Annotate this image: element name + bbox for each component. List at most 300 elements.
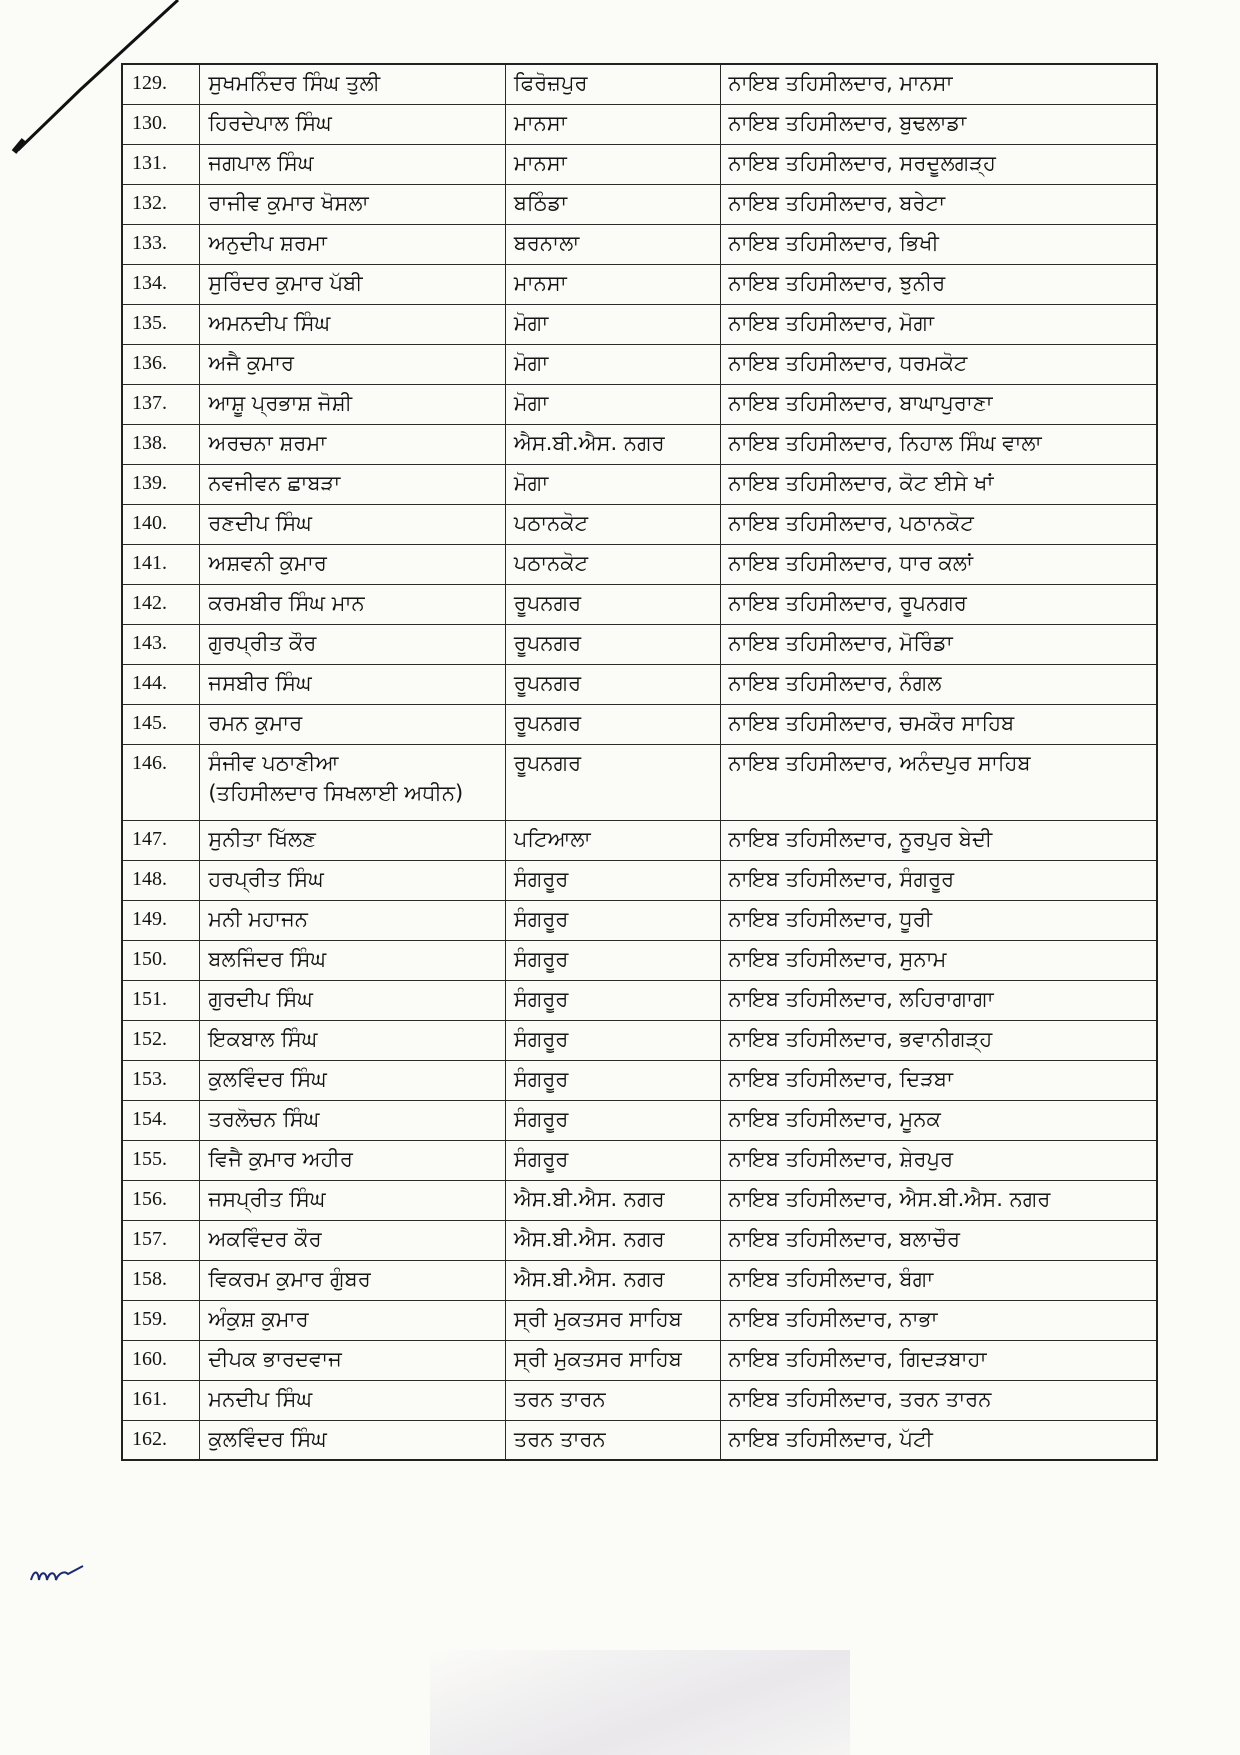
- officer-name-cell: [200, 464, 505, 504]
- serial-number-cell: [122, 1060, 200, 1100]
- posting-cell: [720, 304, 1157, 344]
- officer-name: ਵਿਕਰਮ ਕੁਮਾਰ ਗੁੰਬਰ: [208, 1266, 371, 1291]
- serial-number: 138.: [132, 431, 167, 454]
- district-cell: [505, 704, 720, 744]
- serial-number-cell: [122, 1220, 200, 1260]
- posting-name: ਨਾਇਬ ਤਹਿਸੀਲਦਾਰ, ਬੰਗਾ: [728, 1266, 934, 1291]
- district-cell: [505, 1220, 720, 1260]
- serial-number: 149.: [132, 907, 167, 930]
- district-name: ਰੂਪਨਗਰ: [513, 590, 582, 615]
- serial-number-cell: [122, 1260, 200, 1300]
- posting-cell: [720, 264, 1157, 304]
- serial-number: 160.: [132, 1347, 167, 1370]
- transfer-listing-table: [121, 63, 1158, 1461]
- officer-name-cell: [200, 1260, 505, 1300]
- officer-name: ਹਿਰਦੇਪਾਲ ਸਿੰਘ: [208, 110, 332, 135]
- serial-number: 150.: [132, 947, 167, 970]
- officer-name-cell: [200, 424, 505, 464]
- posting-name: ਨਾਇਬ ਤਹਿਸੀਲਦਾਰ, ਅਨੰਦਪੁਰ ਸਾਹਿਬ: [728, 750, 1031, 775]
- officer-name-cell: [200, 344, 505, 384]
- district-name: ਪਠਾਨਕੋਟ: [513, 550, 589, 575]
- posting-cell: [720, 820, 1157, 860]
- table-row: [122, 104, 1157, 144]
- posting-name: ਨਾਇਬ ਤਹਿਸੀਲਦਾਰ, ਦਿੜਬਾ: [728, 1066, 954, 1091]
- district-name: ਸੰਗਰੂਰ: [513, 986, 569, 1011]
- district-cell: [505, 1100, 720, 1140]
- posting-name: ਨਾਇਬ ਤਹਿਸੀਲਦਾਰ, ਧੂਰੀ: [728, 906, 933, 931]
- serial-number: 144.: [132, 671, 167, 694]
- serial-number: 137.: [132, 391, 167, 414]
- posting-name: ਨਾਇਬ ਤਹਿਸੀਲਦਾਰ, ਲਹਿਰਾਗਾਗਾ: [728, 986, 994, 1011]
- district-cell: [505, 64, 720, 104]
- district-cell: [505, 1060, 720, 1100]
- district-cell: [505, 664, 720, 704]
- table-row: [122, 504, 1157, 544]
- serial-number-cell: [122, 980, 200, 1020]
- officer-name: ਬਲਜਿੰਦਰ ਸਿੰਘ: [208, 946, 327, 971]
- posting-name: ਨਾਇਬ ਤਹਿਸੀਲਦਾਰ, ਭਿਖੀ: [728, 230, 939, 255]
- serial-number: 148.: [132, 867, 167, 890]
- posting-cell: [720, 424, 1157, 464]
- officer-name: ਸੁਖਮਨਿੰਦਰ ਸਿੰਘ ਤੁਲੀ: [208, 71, 381, 95]
- officer-name: ਜਸਬੀਰ ਸਿੰਘ: [208, 670, 312, 695]
- serial-number-cell: [122, 144, 200, 184]
- serial-number-cell: [122, 184, 200, 224]
- officer-name: ਜਗਪਾਲ ਸਿੰਘ: [208, 150, 314, 175]
- district-name: ਫਿਰੋਜ਼ਪੁਰ: [513, 71, 588, 95]
- posting-cell: [720, 64, 1157, 104]
- district-cell: [505, 1020, 720, 1060]
- serial-number: 134.: [132, 271, 167, 294]
- district-cell: [505, 1380, 720, 1420]
- district-name: ਐਸ.ਬੀ.ਐਸ. ਨਗਰ: [513, 1186, 665, 1211]
- district-name: ਬਠਿੰਡਾ: [513, 190, 568, 215]
- district-cell: [505, 980, 720, 1020]
- serial-number: 142.: [132, 591, 167, 614]
- table-row: [122, 1220, 1157, 1260]
- district-cell: [505, 104, 720, 144]
- district-cell: [505, 1140, 720, 1180]
- serial-number-cell: [122, 744, 200, 820]
- serial-number-cell: [122, 344, 200, 384]
- posting-cell: [720, 344, 1157, 384]
- officer-name: ਸੁਰਿੰਦਰ ਕੁਮਾਰ ਪੱਬੀ: [208, 270, 363, 295]
- table-row: [122, 1380, 1157, 1420]
- table-row: [122, 1140, 1157, 1180]
- serial-number-cell: [122, 264, 200, 304]
- posting-cell: [720, 940, 1157, 980]
- table-row: [122, 144, 1157, 184]
- officer-name: ਅਕਵਿੰਦਰ ਕੌਰ: [208, 1226, 322, 1251]
- table-row: [122, 584, 1157, 624]
- table-row: [122, 980, 1157, 1020]
- posting-name: ਨਾਇਬ ਤਹਿਸੀਲਦਾਰ, ਕੋਟ ਈਸੇ ਖਾਂ: [728, 470, 994, 495]
- officer-name: ਸੁਨੀਤਾ ਖਿੱਲਣ: [208, 826, 316, 851]
- serial-number: 141.: [132, 551, 167, 574]
- serial-number: 131.: [132, 151, 167, 174]
- serial-number: 154.: [132, 1107, 167, 1130]
- serial-number-cell: [122, 464, 200, 504]
- posting-cell: [720, 664, 1157, 704]
- table-row: [122, 744, 1157, 820]
- posting-name: ਨਾਇਬ ਤਹਿਸੀਲਦਾਰ, ਬਲਾਚੌਰ: [728, 1226, 961, 1251]
- posting-name: ਨਾਇਬ ਤਹਿਸੀਲਦਾਰ, ਨਾਭਾ: [728, 1306, 938, 1331]
- officer-name-cell: [200, 144, 505, 184]
- posting-cell: [720, 1020, 1157, 1060]
- district-cell: [505, 1180, 720, 1220]
- serial-number-cell: [122, 860, 200, 900]
- officer-name-cell: [200, 1180, 505, 1220]
- district-name: ਰੂਪਨਗਰ: [513, 750, 582, 775]
- officer-name: ਸੰਜੀਵ ਪਠਾਣੀਆ: [208, 750, 339, 775]
- table-row: [122, 1260, 1157, 1300]
- posting-name: ਨਾਇਬ ਤਹਿਸੀਲਦਾਰ, ਚਮਕੌਰ ਸਾਹਿਬ: [728, 710, 1015, 735]
- district-name: ਤਰਨ ਤਾਰਨ: [513, 1426, 606, 1451]
- posting-cell: [720, 624, 1157, 664]
- district-cell: [505, 344, 720, 384]
- district-cell: [505, 1260, 720, 1300]
- serial-number-cell: [122, 544, 200, 584]
- posting-cell: [720, 584, 1157, 624]
- officer-name-cell: [200, 1300, 505, 1340]
- officer-name-cell: [200, 744, 505, 820]
- officer-name: ਅਮਨਦੀਪ ਸਿੰਘ: [208, 310, 331, 335]
- district-name: ਸੰਗਰੂਰ: [513, 1066, 569, 1091]
- officer-name-cell: [200, 1380, 505, 1420]
- serial-number-cell: [122, 104, 200, 144]
- district-name: ਤਰਨ ਤਾਰਨ: [513, 1386, 606, 1411]
- serial-number-cell: [122, 940, 200, 980]
- serial-number-cell: [122, 1380, 200, 1420]
- posting-cell: [720, 980, 1157, 1020]
- serial-number-cell: [122, 1140, 200, 1180]
- serial-number-cell: [122, 224, 200, 264]
- serial-number-cell: [122, 1340, 200, 1380]
- table-row: [122, 860, 1157, 900]
- serial-number: 143.: [132, 631, 167, 654]
- serial-number: 145.: [132, 711, 167, 734]
- officer-name-cell: [200, 384, 505, 424]
- district-cell: [505, 184, 720, 224]
- officer-name: ਅਰਚਨਾ ਸ਼ਰਮਾ: [208, 430, 327, 455]
- table-row: [122, 1020, 1157, 1060]
- posting-cell: [720, 704, 1157, 744]
- officer-name: ਕੁਲਵਿੰਦਰ ਸਿੰਘ: [208, 1066, 327, 1091]
- posting-name: ਨਾਇਬ ਤਹਿਸੀਲਦਾਰ, ਮੂਨਕ: [728, 1106, 941, 1131]
- posting-cell: [720, 224, 1157, 264]
- serial-number: 157.: [132, 1227, 167, 1250]
- serial-number: 153.: [132, 1067, 167, 1090]
- serial-number-cell: [122, 900, 200, 940]
- district-cell: [505, 464, 720, 504]
- officer-name: ਰਮਨ ਕੁਮਾਰ: [208, 710, 303, 735]
- posting-name: ਨਾਇਬ ਤਹਿਸੀਲਦਾਰ, ਸਰਦੂਲਗੜ੍ਹ: [728, 150, 996, 175]
- serial-number: 155.: [132, 1147, 167, 1170]
- serial-number: 135.: [132, 311, 167, 334]
- serial-number-cell: [122, 1180, 200, 1220]
- district-cell: [505, 304, 720, 344]
- posting-cell: [720, 1380, 1157, 1420]
- table-row: [122, 900, 1157, 940]
- district-cell: [505, 264, 720, 304]
- posting-name: ਨਾਇਬ ਤਹਿਸੀਲਦਾਰ, ਧਰਮਕੋਟ: [728, 350, 968, 375]
- table-row: [122, 384, 1157, 424]
- officer-name-cell: [200, 860, 505, 900]
- officer-name: ਅਨੁਦੀਪ ਸ਼ਰਮਾ: [208, 230, 327, 255]
- officer-name-cell: [200, 504, 505, 544]
- serial-number-cell: [122, 304, 200, 344]
- serial-number-cell: [122, 504, 200, 544]
- officer-name: ਕਰਮਬੀਰ ਸਿੰਘ ਮਾਨ: [208, 590, 365, 615]
- posting-cell: [720, 900, 1157, 940]
- district-name: ਰੂਪਨਗਰ: [513, 710, 582, 735]
- district-name: ਮਾਨਸਾ: [513, 110, 567, 135]
- district-name: ਮੋਗਾ: [513, 310, 549, 335]
- district-name: ਸੰਗਰੂਰ: [513, 1146, 569, 1171]
- officer-name: ਰਾਜੀਵ ਕੁਮਾਰ ਖੋਸਲਾ: [208, 190, 369, 215]
- officer-name-cell: [200, 1060, 505, 1100]
- serial-number: 132.: [132, 191, 167, 214]
- serial-number-cell: [122, 820, 200, 860]
- district-name: ਮੋਗਾ: [513, 390, 549, 415]
- posting-cell: [720, 1300, 1157, 1340]
- officer-name: ਗੁਰਪ੍ਰੀਤ ਕੌਰ: [208, 630, 317, 655]
- serial-number-cell: [122, 424, 200, 464]
- posting-name: ਨਾਇਬ ਤਹਿਸੀਲਦਾਰ, ਝੁਨੀਰ: [728, 270, 946, 295]
- posting-cell: [720, 1140, 1157, 1180]
- table-row: [122, 624, 1157, 664]
- posting-cell: [720, 1420, 1157, 1460]
- serial-number: 161.: [132, 1387, 167, 1410]
- posting-cell: [720, 184, 1157, 224]
- officer-name: ਆਸ਼ੂ ਪ੍ਰਭਾਸ਼ ਜੋਸ਼ੀ: [208, 390, 353, 415]
- officer-name-cell: [200, 940, 505, 980]
- district-cell: [505, 1420, 720, 1460]
- posting-name: ਨਾਇਬ ਤਹਿਸੀਲਦਾਰ, ਮੋਗਾ: [728, 310, 934, 335]
- posting-cell: [720, 1340, 1157, 1380]
- posting-name: ਨਾਇਬ ਤਹਿਸੀਲਦਾਰ, ਸੁਨਾਮ: [728, 946, 947, 971]
- officer-name-cell: [200, 224, 505, 264]
- district-cell: [505, 384, 720, 424]
- serial-number: 140.: [132, 511, 167, 534]
- district-cell: [505, 424, 720, 464]
- district-name: ਮੋਗਾ: [513, 350, 549, 375]
- serial-number: 139.: [132, 471, 167, 494]
- officer-name: ਕੁਲਵਿੰਦਰ ਸਿੰਘ: [208, 1426, 327, 1451]
- officer-name-cell: [200, 1220, 505, 1260]
- officer-name-cell: [200, 820, 505, 860]
- posting-name: ਨਾਇਬ ਤਹਿਸੀਲਦਾਰ, ਪੱਟੀ: [728, 1426, 933, 1451]
- posting-cell: [720, 860, 1157, 900]
- posting-cell: [720, 104, 1157, 144]
- officer-name-cell: [200, 980, 505, 1020]
- posting-cell: [720, 1100, 1157, 1140]
- posting-name: ਨਾਇਬ ਤਹਿਸੀਲਦਾਰ, ਪਠਾਨਕੋਟ: [728, 510, 974, 535]
- serial-number-cell: [122, 1420, 200, 1460]
- officer-name: ਨਵਜੀਵਨ ਛਾਬੜਾ: [208, 470, 341, 495]
- district-name: ਸੰਗਰੂਰ: [513, 1026, 569, 1051]
- district-name: ਮੋਗਾ: [513, 470, 549, 495]
- officer-name: ਰਣਦੀਪ ਸਿੰਘ: [208, 510, 312, 535]
- posting-name: ਨਾਇਬ ਤਹਿਸੀਲਦਾਰ, ਨੰਗਲ: [728, 670, 942, 695]
- district-cell: [505, 144, 720, 184]
- table-row: [122, 264, 1157, 304]
- district-cell: [505, 900, 720, 940]
- officer-name-cell: [200, 1340, 505, 1380]
- officer-name-cell: [200, 264, 505, 304]
- table-row: [122, 1100, 1157, 1140]
- serial-number: 130.: [132, 111, 167, 134]
- posting-name: ਨਾਇਬ ਤਹਿਸੀਲਦਾਰ, ਐਸ.ਬੀ.ਐਸ. ਨਗਰ: [728, 1186, 1051, 1211]
- serial-number: 147.: [132, 827, 167, 850]
- posting-name: ਨਾਇਬ ਤਹਿਸੀਲਦਾਰ, ਬਾਘਾਪੁਰਾਣਾ: [728, 390, 993, 415]
- posting-cell: [720, 384, 1157, 424]
- posting-cell: [720, 1060, 1157, 1100]
- district-name: ਰੂਪਨਗਰ: [513, 630, 582, 655]
- serial-number-cell: [122, 1020, 200, 1060]
- table-row: [122, 1340, 1157, 1380]
- officer-name-cell: [200, 544, 505, 584]
- posting-name: ਨਾਇਬ ਤਹਿਸੀਲਦਾਰ, ਮੋਰਿੰਡਾ: [728, 630, 953, 655]
- serial-number-cell: [122, 64, 200, 104]
- table-row: [122, 344, 1157, 384]
- officer-name: ਅੰਕੁਸ਼ ਕੁਮਾਰ: [208, 1306, 309, 1331]
- officer-name-cell: [200, 64, 505, 104]
- posting-name: ਨਾਇਬ ਤਹਿਸੀਲਦਾਰ, ਤਰਨ ਤਾਰਨ: [728, 1386, 992, 1411]
- table-row: [122, 304, 1157, 344]
- serial-number: 129.: [132, 72, 167, 94]
- table-row: [122, 544, 1157, 584]
- posting-name: ਨਾਇਬ ਤਹਿਸੀਲਦਾਰ, ਗਿਦੜਬਾਹਾ: [728, 1346, 987, 1371]
- serial-number-cell: [122, 584, 200, 624]
- posting-cell: [720, 744, 1157, 820]
- district-name: ਐਸ.ਬੀ.ਐਸ. ਨਗਰ: [513, 1266, 665, 1291]
- district-cell: [505, 940, 720, 980]
- officer-name-cell: [200, 664, 505, 704]
- officer-name: ਦੀਪਕ ਭਾਰਦਵਾਜ: [208, 1346, 342, 1371]
- officer-name-note: (ਤਹਿਸੀਲਦਾਰ ਸਿਖਲਾਈ ਅਧੀਨ): [208, 780, 464, 805]
- officer-name: ਅਜੈ ਕੁਮਾਰ: [208, 350, 295, 375]
- district-cell: [505, 820, 720, 860]
- posting-name: ਨਾਇਬ ਤਹਿਸੀਲਦਾਰ, ਨਿਹਾਲ ਸਿੰਘ ਵਾਲਾ: [728, 430, 1042, 455]
- district-cell: [505, 504, 720, 544]
- officer-name-cell: [200, 304, 505, 344]
- table-row: [122, 1060, 1157, 1100]
- officer-name-cell: [200, 1020, 505, 1060]
- officer-name-cell: [200, 1100, 505, 1140]
- district-name: ਸ੍ਰੀ ਮੁਕਤਸਰ ਸਾਹਿਬ: [513, 1306, 682, 1331]
- officer-name: ਇਕਬਾਲ ਸਿੰਘ: [208, 1026, 318, 1051]
- district-cell: [505, 1340, 720, 1380]
- district-name: ਸ੍ਰੀ ਮੁਕਤਸਰ ਸਾਹਿਬ: [513, 1346, 682, 1371]
- table-row: [122, 820, 1157, 860]
- posting-name: ਨਾਇਬ ਤਹਿਸੀਲਦਾਰ, ਮਾਨਸਾ: [728, 71, 953, 95]
- officer-name-cell: [200, 584, 505, 624]
- serial-number: 152.: [132, 1027, 167, 1050]
- serial-number-cell: [122, 664, 200, 704]
- posting-name: ਨਾਇਬ ਤਹਿਸੀਲਦਾਰ, ਧਾਰ ਕਲਾਂ: [728, 550, 973, 575]
- posting-cell: [720, 1220, 1157, 1260]
- serial-number-cell: [122, 1300, 200, 1340]
- officer-name-cell: [200, 184, 505, 224]
- officer-name: ਮਨੀ ਮਹਾਜਨ: [208, 906, 308, 931]
- officer-name-cell: [200, 704, 505, 744]
- posting-name: ਨਾਇਬ ਤਹਿਸੀਲਦਾਰ, ਭਵਾਨੀਗੜ੍ਹ: [728, 1026, 993, 1051]
- scan-shadow: [430, 1650, 850, 1755]
- officer-name-cell: [200, 1140, 505, 1180]
- district-cell: [505, 744, 720, 820]
- serial-number-cell: [122, 384, 200, 424]
- serial-number: 162.: [132, 1427, 167, 1450]
- table-row: [122, 424, 1157, 464]
- district-name: ਸੰਗਰੂਰ: [513, 946, 569, 971]
- officer-name-cell: [200, 900, 505, 940]
- district-name: ਰੂਪਨਗਰ: [513, 670, 582, 695]
- district-name: ਪਟਿਆਲਾ: [513, 826, 591, 851]
- posting-name: ਨਾਇਬ ਤਹਿਸੀਲਦਾਰ, ਨੂਰਪੁਰ ਬੇਦੀ: [728, 826, 993, 851]
- serial-number: 133.: [132, 231, 167, 254]
- officer-name-cell: [200, 1420, 505, 1460]
- district-cell: [505, 860, 720, 900]
- posting-cell: [720, 464, 1157, 504]
- district-name: ਸੰਗਰੂਰ: [513, 866, 569, 891]
- table-row: [122, 664, 1157, 704]
- officer-name: ਗੁਰਦੀਪ ਸਿੰਘ: [208, 986, 313, 1011]
- table-body: [122, 64, 1157, 1460]
- serial-number: 159.: [132, 1307, 167, 1330]
- serial-number-cell: [122, 704, 200, 744]
- table-row: [122, 64, 1157, 104]
- district-cell: [505, 544, 720, 584]
- posting-cell: [720, 1260, 1157, 1300]
- table-row: [122, 224, 1157, 264]
- posting-cell: [720, 504, 1157, 544]
- serial-number: 136.: [132, 351, 167, 374]
- district-cell: [505, 1300, 720, 1340]
- officer-name: ਹਰਪ੍ਰੀਤ ਸਿੰਘ: [208, 866, 324, 891]
- table-row: [122, 1300, 1157, 1340]
- serial-number-cell: [122, 624, 200, 664]
- district-name: ਮਾਨਸਾ: [513, 270, 567, 295]
- table-row: [122, 940, 1157, 980]
- serial-number: 151.: [132, 987, 167, 1010]
- district-name: ਐਸ.ਬੀ.ਐਸ. ਨਗਰ: [513, 430, 665, 455]
- officer-name: ਅਸ਼ਵਨੀ ਕੁਮਾਰ: [208, 550, 327, 575]
- officer-name-cell: [200, 624, 505, 664]
- posting-name: ਨਾਇਬ ਤਹਿਸੀਲਦਾਰ, ਸੰਗਰੂਰ: [728, 866, 955, 891]
- posting-name: ਨਾਇਬ ਤਹਿਸੀਲਦਾਰ, ਸ਼ੇਰਪੁਰ: [728, 1146, 954, 1171]
- serial-number-cell: [122, 1100, 200, 1140]
- posting-name: ਨਾਇਬ ਤਹਿਸੀਲਦਾਰ, ਬੁਢਲਾਡਾ: [728, 110, 967, 135]
- serial-number: 156.: [132, 1187, 167, 1210]
- district-cell: [505, 224, 720, 264]
- serial-number: 146.: [132, 751, 167, 774]
- district-name: ਮਾਨਸਾ: [513, 150, 567, 175]
- district-name: ਸੰਗਰੂਰ: [513, 1106, 569, 1131]
- serial-number: 158.: [132, 1267, 167, 1290]
- table-row: [122, 464, 1157, 504]
- district-name: ਸੰਗਰੂਰ: [513, 906, 569, 931]
- table-row: [122, 184, 1157, 224]
- district-name: ਐਸ.ਬੀ.ਐਸ. ਨਗਰ: [513, 1226, 665, 1251]
- table-row: [122, 1180, 1157, 1220]
- handwritten-initials: [28, 1560, 88, 1590]
- table-row: [122, 704, 1157, 744]
- posting-name: ਨਾਇਬ ਤਹਿਸੀਲਦਾਰ, ਬਰੇਟਾ: [728, 190, 946, 215]
- district-cell: [505, 624, 720, 664]
- table-row: [122, 1420, 1157, 1460]
- posting-cell: [720, 144, 1157, 184]
